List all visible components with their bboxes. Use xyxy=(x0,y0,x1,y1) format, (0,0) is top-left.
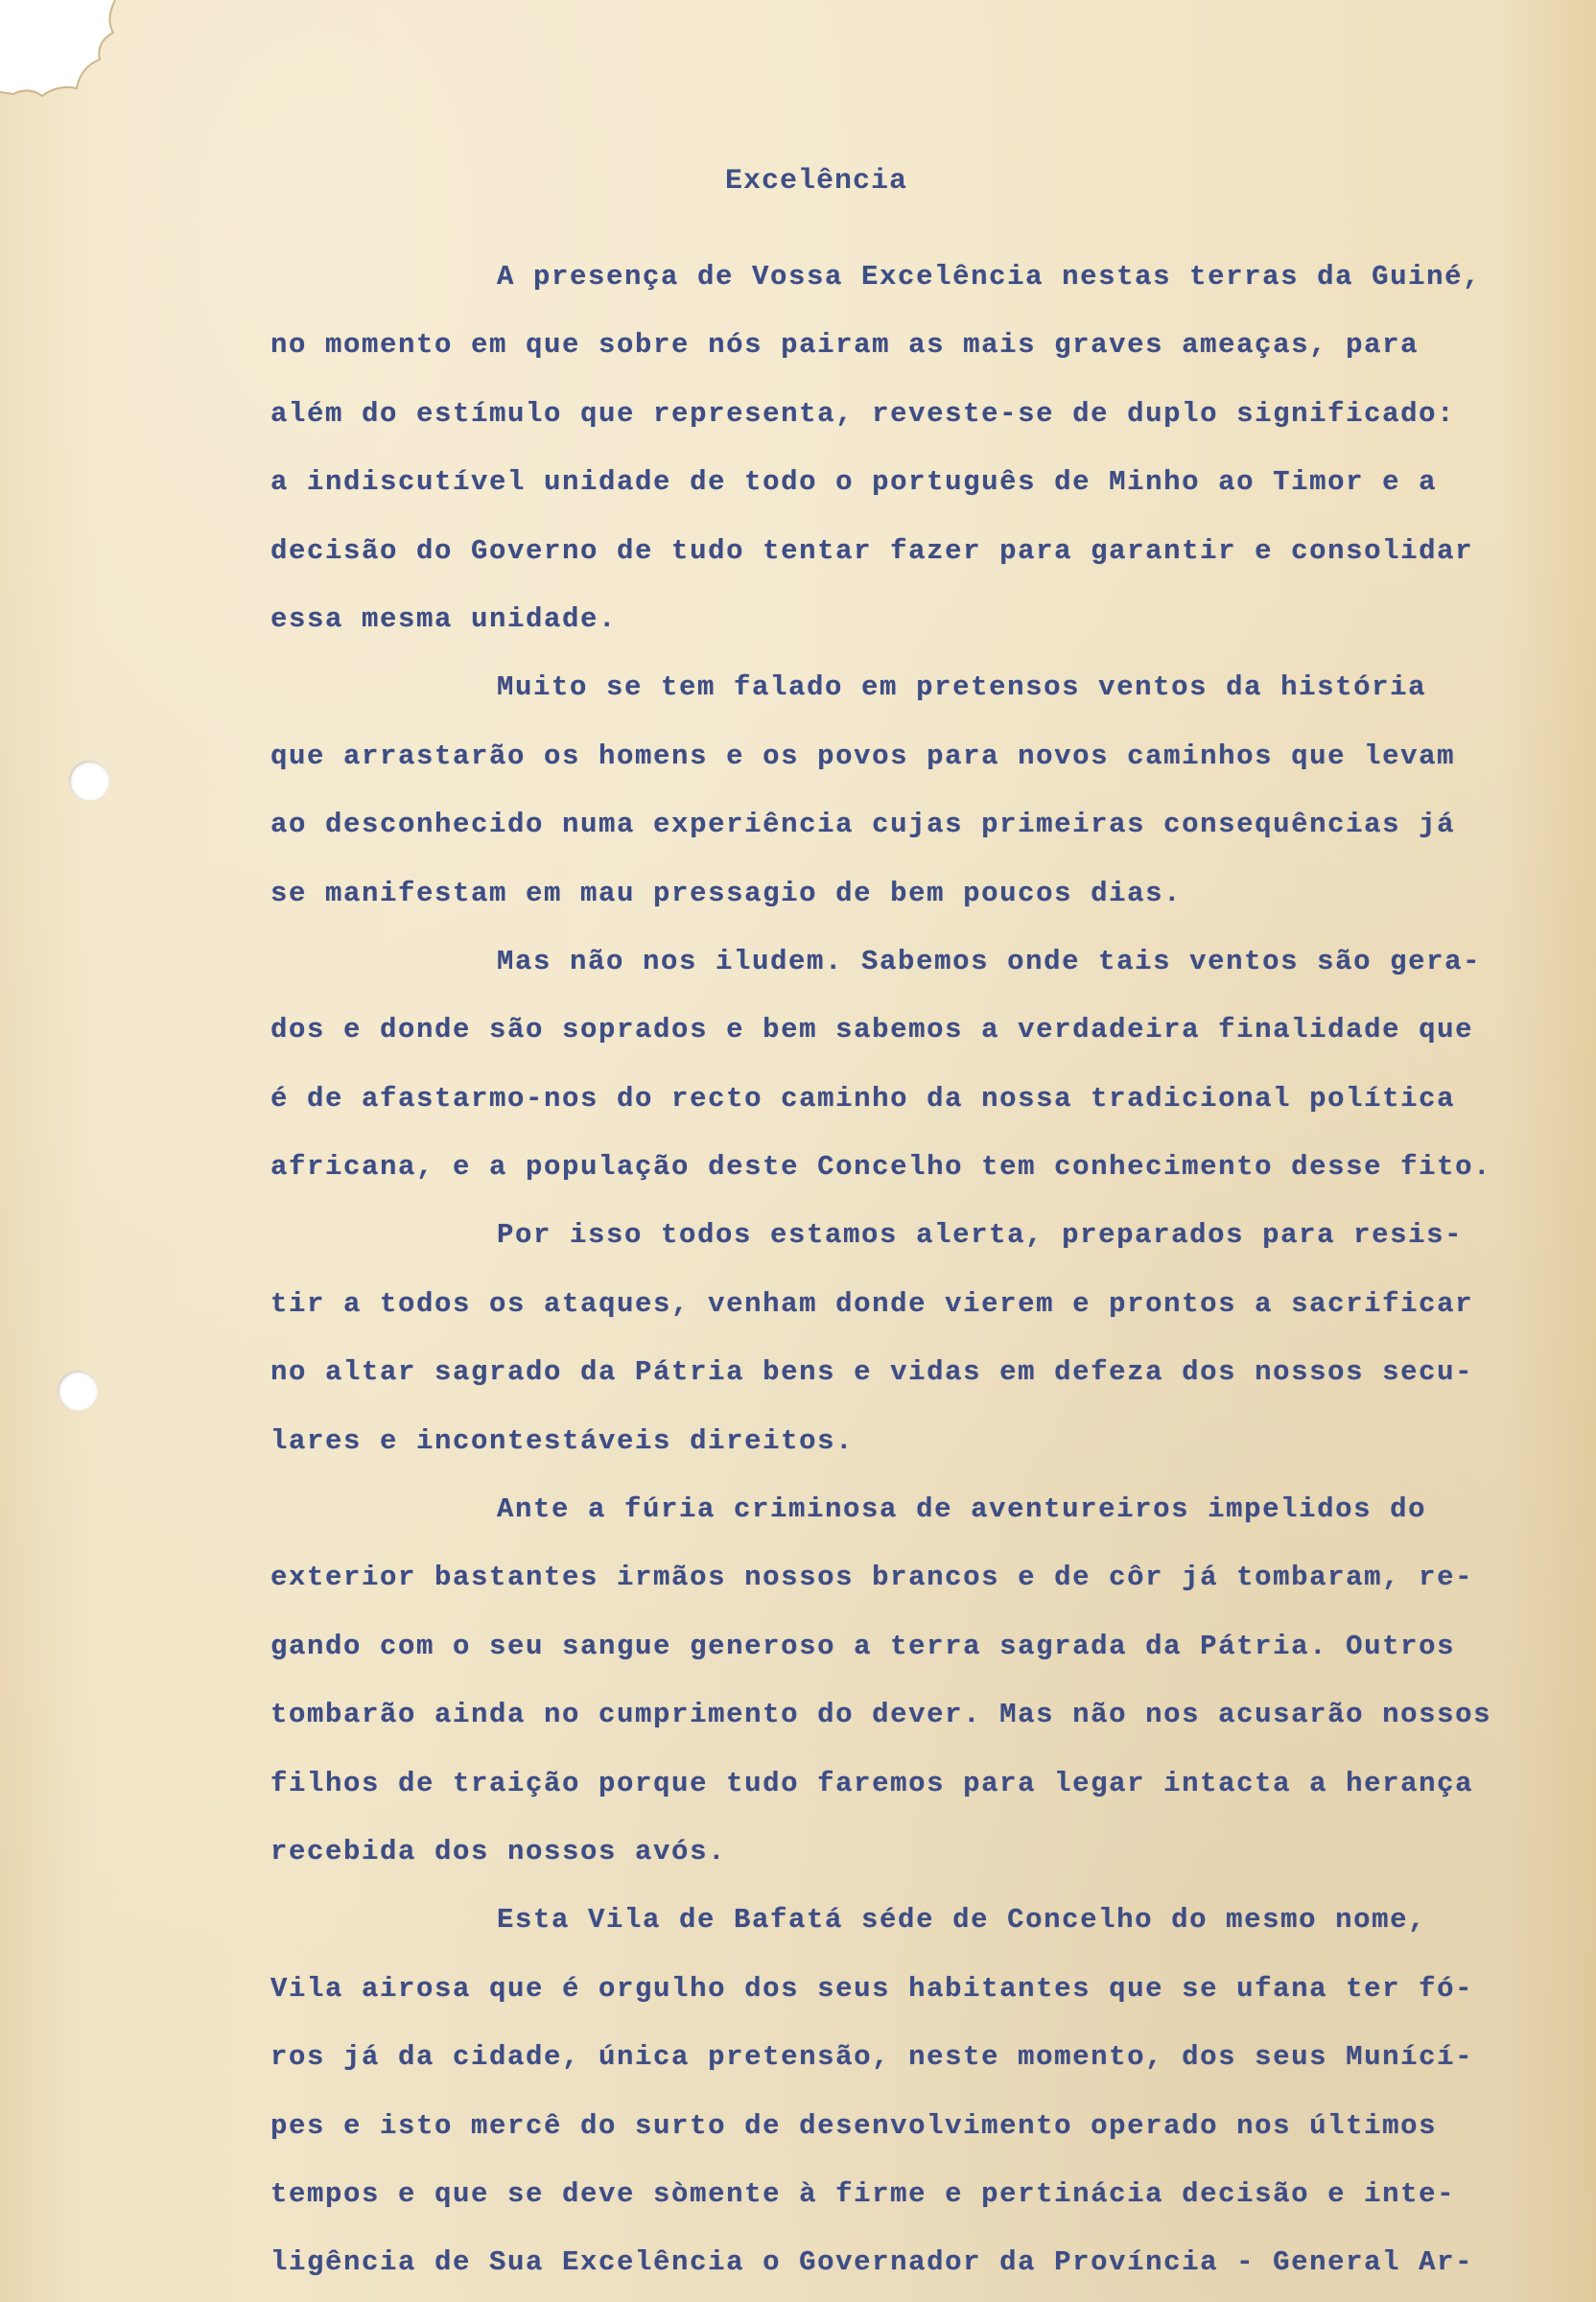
paragraph xyxy=(270,1475,1546,1886)
punch-hole xyxy=(58,1371,98,1411)
torn-corner xyxy=(0,0,134,106)
text-line: recebida dos nossos avós. xyxy=(270,1835,727,1867)
text-line: Mas não nos iludem. Sabemos onde tais ventos são gera- xyxy=(497,945,1482,977)
text-line: Esta Vila de Bafatá séde de Concelho do mesmo nome, xyxy=(497,1904,1427,1937)
text-line: se manifestam em mau pressagio de bem poucos dias. xyxy=(270,877,1183,909)
text-line: ligência de Sua Excelência o Governador da Província - General Ar- xyxy=(270,2246,1474,2279)
text-line: gando com o seu sangue generoso a terra sagrada da Pátria. Outros xyxy=(270,1630,1456,1662)
text-line: Por isso todos estamos alerta, preparados para resis- xyxy=(497,1219,1464,1252)
text-line: Vila airosa que é orgulho dos seus habitantes que se ufana ter fó- xyxy=(270,1972,1474,2005)
text-line: no altar sagrado da Pátria bens e vidas em defeza dos nossos secu- xyxy=(270,1356,1474,1389)
text-line: que arrastarão os homens e os povos para novos caminhos que levam xyxy=(270,740,1456,772)
text-line: africana, e a população deste Concelho tem conhecimento desse fito. xyxy=(270,1151,1492,1184)
text-line: essa mesma unidade. xyxy=(270,602,618,635)
text-line: tempos e que se deve sòmente à firme e pertinácia decisão e inte- xyxy=(270,2177,1456,2210)
punch-hole xyxy=(69,761,109,801)
text-line: decisão do Governo de tudo tentar fazer para garantir e consolidar xyxy=(270,534,1474,567)
text-line: ros já da cidade, única pretensão, neste momento, dos seus Munící- xyxy=(270,2041,1474,2074)
paragraph xyxy=(270,243,1546,653)
text-line: Muito se tem falado em pretensos ventos da história xyxy=(497,671,1427,704)
text-line: filhos de traição porque tudo faremos para legar intacta a herança xyxy=(270,1767,1474,1799)
paragraph xyxy=(270,1886,1546,2296)
text-line: é de afastarmo-nos do recto caminho da nossa tradicional política xyxy=(270,1082,1456,1115)
text-line: A presença de Vossa Excelência nestas terras da Guiné, xyxy=(497,261,1482,293)
paragraph xyxy=(270,928,1546,1202)
document-body xyxy=(270,243,1546,2297)
text-line: a indiscutível unidade de todo o português de Minho ao Timor e a xyxy=(270,466,1438,499)
text-line: no momento em que sobre nós pairam as mais graves ameaças, para xyxy=(270,329,1420,362)
document-title: Excelência xyxy=(724,165,908,198)
text-line: tir a todos os ataques, venham donde vierem e prontos a sacrificar xyxy=(270,1287,1474,1320)
text-line: exterior bastantes irmãos nossos brancos e de côr já tombaram, re- xyxy=(270,1562,1474,1594)
text-line: lares e incontestáveis direitos. xyxy=(270,1424,855,1457)
text-line: pes e isto mercê do surto de desenvolvimento operado nos últimos xyxy=(270,2109,1438,2142)
text-line: ao desconhecido numa experiência cujas primeiras consequências já xyxy=(270,809,1456,841)
text-line: dos e donde são soprados e bem sabemos a verdadeira finalidade que xyxy=(270,1014,1474,1046)
paragraph xyxy=(270,1201,1546,1475)
text-line: tombarão ainda no cumprimento do dever. Mas não nos acusarão nossos xyxy=(270,1699,1492,1731)
text-line: Ante a fúria criminosa de aventureiros impelidos do xyxy=(497,1493,1427,1526)
paragraph xyxy=(270,653,1546,928)
text-line: além do estímulo que representa, reveste-se de duplo significado: xyxy=(270,397,1456,430)
